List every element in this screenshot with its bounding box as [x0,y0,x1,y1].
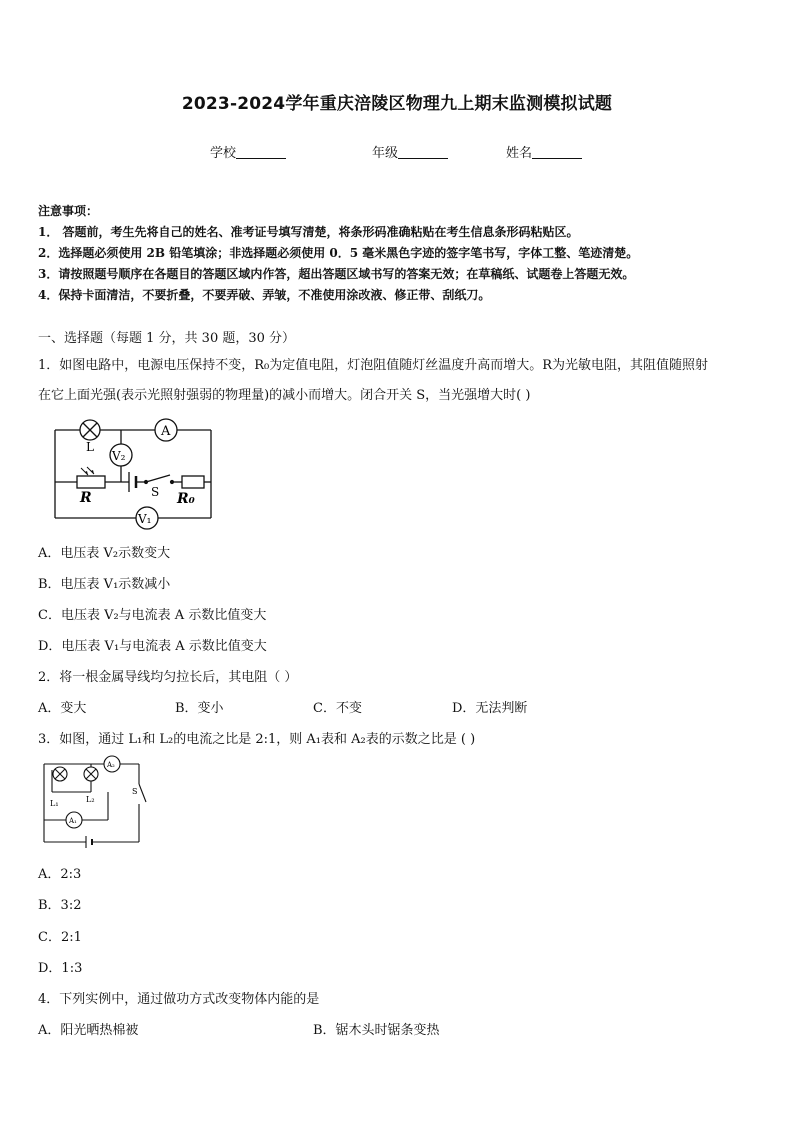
notice-heading: 注意事项： [38,204,99,218]
grade-label: 年级 [372,146,399,161]
grade-blank[interactable] [398,146,448,159]
q3-option-c[interactable]: C．2:1 [38,930,82,945]
q2-option-a[interactable]: A．变大 [38,701,87,716]
q1-option-b[interactable]: B．电压表 V₁示数减小 [38,577,171,592]
section-heading: 一、选择题（每题 1 分，共 30 题，30 分） [38,331,296,346]
school-label: 学校 [210,146,237,161]
r0-label: R₀ [177,491,195,507]
ammeter-a2-icon [104,756,120,772]
a2-label: A₂ [107,761,115,769]
name-field [506,142,582,161]
notice-item: 3．请按照题号顺序在各题目的答题区域内作答，超出答题区域书写的答案无效；在草稿纸、试题卷上答题无效。 [38,267,635,281]
q1-option-d[interactable]: D．电压表 V₁与电流表 A 示数比值变大 [38,639,267,654]
q3-option-b[interactable]: B．3:2 [38,898,82,913]
switch-icon [144,475,173,484]
q1-stem-line1: 1．如图电路中，电源电压保持不变，R₀为定值电阻，灯泡阻值随灯丝温度升高而增大。R为光敏电阻，其阻值随照射 [38,358,709,373]
name-label: 姓名 [506,146,533,161]
battery-icon [129,472,136,492]
q2-option-c[interactable]: C．不变 [313,701,362,716]
q1-circuit-diagram [46,412,226,530]
q4-option-b[interactable]: B．锯木头时锯条变热 [313,1023,440,1038]
q3-circuit-diagram [38,754,150,850]
q3-option-d[interactable]: D．1:3 [38,961,83,976]
lamp-icon [80,420,100,440]
r-label: R [80,490,92,506]
v1-label: V₁ [138,512,152,526]
notice-item: 4．保持卡面清洁，不要折叠，不要弄破、弄皱，不准使用涂改液、修正带、刮纸刀。 [38,288,491,302]
voltmeter-v1-icon [136,507,158,529]
ammeter-icon [155,419,177,441]
lamp-label: L [86,440,94,454]
l2-label: L₂ [86,795,95,804]
switch-icon [139,784,146,802]
q4-stem: 4．下列实例中，通过做功方式改变物体内能的是 [38,992,320,1007]
name-blank[interactable] [532,146,582,159]
q1-option-c[interactable]: C．电压表 V₂与电流表 A 示数比值变大 [38,608,267,623]
notice-item: 1． 答题前，考生先将自己的姓名、准考证号填写清楚，将条形码准确粘贴在考生信息条形码粘贴区。 [38,225,579,239]
q2-option-b[interactable]: B．变小 [175,701,224,716]
ammeter-label: A [161,424,171,439]
lamp-l2-icon [84,767,98,781]
q2-option-d[interactable]: D．无法判断 [452,701,528,716]
v2-label: V₂ [112,449,126,463]
grade-field [372,142,448,161]
photoresistor-icon [77,467,105,488]
school-field [210,142,286,161]
q3-option-a[interactable]: A．2:3 [38,867,82,882]
a1-label: A₁ [69,817,77,825]
resistor-r0-icon [182,476,204,488]
lamp-l1-icon [53,767,67,781]
school-blank[interactable] [236,146,286,159]
q4-option-a[interactable]: A．阳光晒热棉被 [38,1023,139,1038]
voltmeter-v2-icon [110,444,132,466]
ammeter-a1-icon [66,812,82,828]
page-title: 2023-2024学年重庆涪陵区物理九上期末监测模拟试题 [181,94,613,114]
switch-label: S [151,485,160,499]
notice-item: 2．选择题必须使用 2B 铅笔填涂；非选择题必须使用 0．5 毫米黑色字迹的签字笔书写，字体工整、笔迹清楚。 [38,246,639,260]
notice-block [38,201,638,306]
switch-label: S [132,787,138,796]
q2-stem: 2．将一根金属导线均匀拉长后，其电阻（ ） [38,670,298,685]
q3-stem: 3．如图，通过 L₁和 L₂的电流之比是 2:1，则 A₁表和 A₂表的示数之比是 ( ) [38,732,476,747]
q1-option-a[interactable]: A．电压表 V₂示数变大 [38,546,171,561]
q1-stem-line2: 在它上面光强(表示光照射强弱的物理量)的减小而增大。闭合开关 S，当光强增大时( ) [38,388,531,403]
battery-icon [86,836,92,848]
l1-label: L₁ [50,799,59,808]
